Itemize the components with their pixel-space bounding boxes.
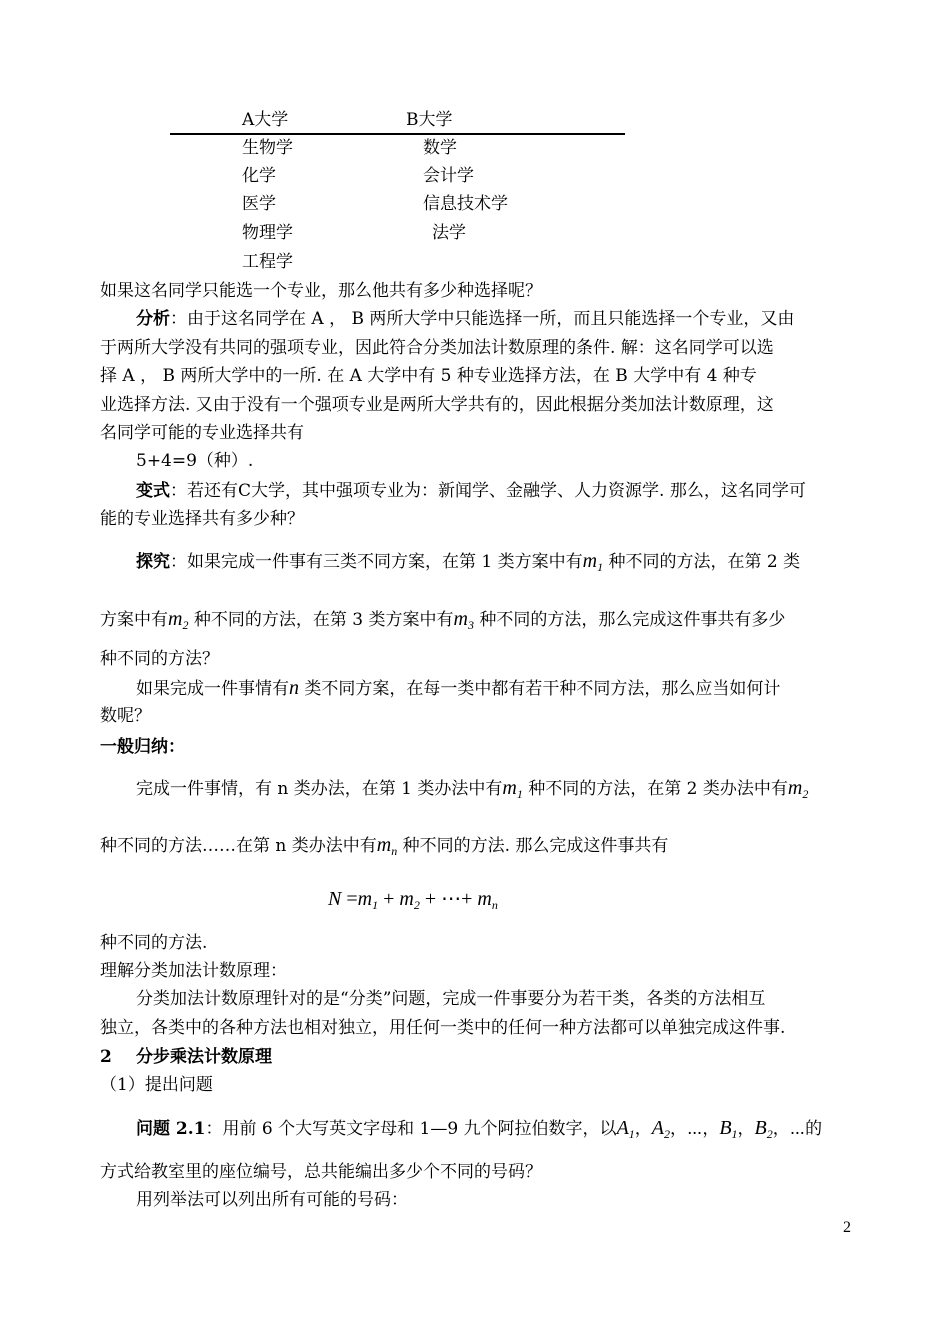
table-cell: 工程学 bbox=[242, 252, 293, 272]
general-text: 种不同的方法……在第 n 类办法中有 bbox=[100, 836, 377, 856]
analysis-line: 业选择方法. 又由于没有一个强项专业是两所大学共有的，因此根据分类加法计数原理，这 bbox=[100, 395, 774, 415]
explore-text: 类不同方案，在每一类中都有若干种不同方法，那么应当如何计 bbox=[304, 679, 781, 699]
explore-line: 数呢？ bbox=[100, 706, 151, 726]
problem-text: ：用前 6 个大写英文字母和 1—9 九个阿拉伯数字，以 bbox=[205, 1119, 617, 1139]
math-m1: $m_1$ bbox=[582, 550, 604, 574]
explore-line: 种不同的方法？ bbox=[100, 649, 219, 669]
analysis-label: 分析 bbox=[136, 309, 170, 329]
table-cell: 会计学 bbox=[423, 166, 474, 186]
table-rule bbox=[170, 133, 625, 135]
explore-line bbox=[100, 608, 786, 632]
table-cell: 物理学 bbox=[242, 223, 293, 243]
problem-line: 问题 2.1：用前 6 个大写英文字母和 1—9 九个阿拉伯数字，以$A_1$，$A_2$，⋯，$B_1$，$B_2$，⋯的 bbox=[136, 1117, 823, 1141]
variant-text: ：若还有C大学，其中强项专业为：新闻学、金融学、人力资源学. 那么，这名同学可 bbox=[170, 481, 806, 501]
analysis-result: 5+4=9（种）. bbox=[136, 451, 254, 471]
explore-text: 种不同的方法，那么完成这件事共有多少 bbox=[479, 610, 786, 630]
math-m1: $m_1$ bbox=[502, 777, 523, 801]
section-number: 2 bbox=[100, 1047, 112, 1067]
table-cell: 医学 bbox=[242, 194, 276, 214]
math-A1: $A_1$ bbox=[616, 1117, 635, 1141]
understand-line: 独立，各类中的各种方法也相对独立，用任何一类中的任何一种方法都可以单独完成这件事. bbox=[100, 1018, 786, 1038]
table-cell: 信息技术学 bbox=[423, 194, 508, 214]
table-cell: 法学 bbox=[432, 223, 466, 243]
understand-line: 分类加法计数原理针对的是“分类”问题，完成一件事要分为若干类，各类的方法相互 bbox=[136, 989, 766, 1009]
explore-text: 种不同的方法，在第 3 类方案中有 bbox=[193, 610, 454, 630]
general-line bbox=[100, 834, 669, 858]
general-text: 种不同的方法，在第 2 类办法中有 bbox=[528, 779, 788, 799]
general-text: 完成一件事情，有 n 类办法，在第 1 类办法中有 bbox=[136, 779, 503, 799]
analysis-text: ：由于这名同学在 A ， B 两所大学中只能选择一所，而且只能选择一个专业，又由 bbox=[170, 309, 795, 329]
general-heading: 一般归纳： bbox=[100, 737, 185, 757]
variant-line: 能的专业选择共有多少种？ bbox=[100, 509, 304, 529]
sum-formula: $N =m_1 + m_2$ + ⋯+ $m_n$ bbox=[328, 888, 498, 912]
problem-line: 方式给教室里的座位编号，总共能编出多少个不同的号码？ bbox=[100, 1162, 542, 1182]
problem-line: 用列举法可以列出所有可能的号码： bbox=[136, 1190, 408, 1210]
explore-line bbox=[136, 678, 780, 698]
section-title: 分步乘法计数原理 bbox=[136, 1047, 272, 1067]
math-m2: $m_2$ bbox=[168, 608, 189, 632]
explore-label: 探究 bbox=[136, 552, 170, 572]
math-mn: $m_n$ bbox=[376, 834, 398, 858]
variant-line bbox=[136, 483, 806, 500]
general-end: 种不同的方法. bbox=[100, 933, 208, 953]
analysis-line: 于两所大学没有共同的强项专业，因此符合分类加法计数原理的条件. 解：这名同学可以选 bbox=[100, 338, 774, 358]
general-line bbox=[136, 777, 809, 801]
analysis-line bbox=[136, 311, 794, 328]
explore-text: 方案中有 bbox=[100, 610, 168, 630]
problem-label: 问题 2.1 bbox=[136, 1119, 206, 1139]
analysis-line: 名同学可能的专业选择共有 bbox=[100, 423, 304, 443]
question-text: 如果这名同学只能选一个专业，那么他共有多少种选择呢？ bbox=[100, 281, 542, 301]
explore-text: 种不同的方法，在第 2 类 bbox=[608, 552, 801, 572]
math-n: n bbox=[289, 677, 299, 699]
table-cell: 生物学 bbox=[242, 138, 293, 158]
general-text: 种不同的方法. 那么完成这件事共有 bbox=[402, 836, 669, 856]
explore-text: ：如果完成一件事有三类不同方案，在第 1 类方案中有 bbox=[170, 552, 583, 572]
math-B1: $B_1$ bbox=[719, 1117, 738, 1141]
table-cell: 化学 bbox=[242, 166, 276, 186]
explore-line bbox=[136, 550, 801, 574]
math-m2: $m_2$ bbox=[787, 777, 809, 801]
analysis-line: 择 A ， B 两所大学中的一所. 在 A 大学中有 5 种专业选择方法，在 B 大学中有 4 种专 bbox=[100, 366, 757, 386]
math-m3: $m_3$ bbox=[453, 608, 474, 632]
table-header-b: B大学 bbox=[406, 110, 453, 130]
math-B2: $B_2$ bbox=[754, 1117, 773, 1141]
section-subheading: （1）提出问题 bbox=[100, 1075, 213, 1095]
variant-label: 变式 bbox=[136, 481, 170, 501]
page-number: 2 bbox=[843, 1219, 851, 1236]
table-cell: 数学 bbox=[423, 138, 457, 158]
understand-heading: 理解分类加法计数原理： bbox=[100, 961, 287, 981]
math-A2: $A_2$ bbox=[651, 1117, 670, 1141]
table-header-a: A大学 bbox=[242, 110, 289, 130]
explore-text: 如果完成一件事情有 bbox=[136, 679, 289, 699]
